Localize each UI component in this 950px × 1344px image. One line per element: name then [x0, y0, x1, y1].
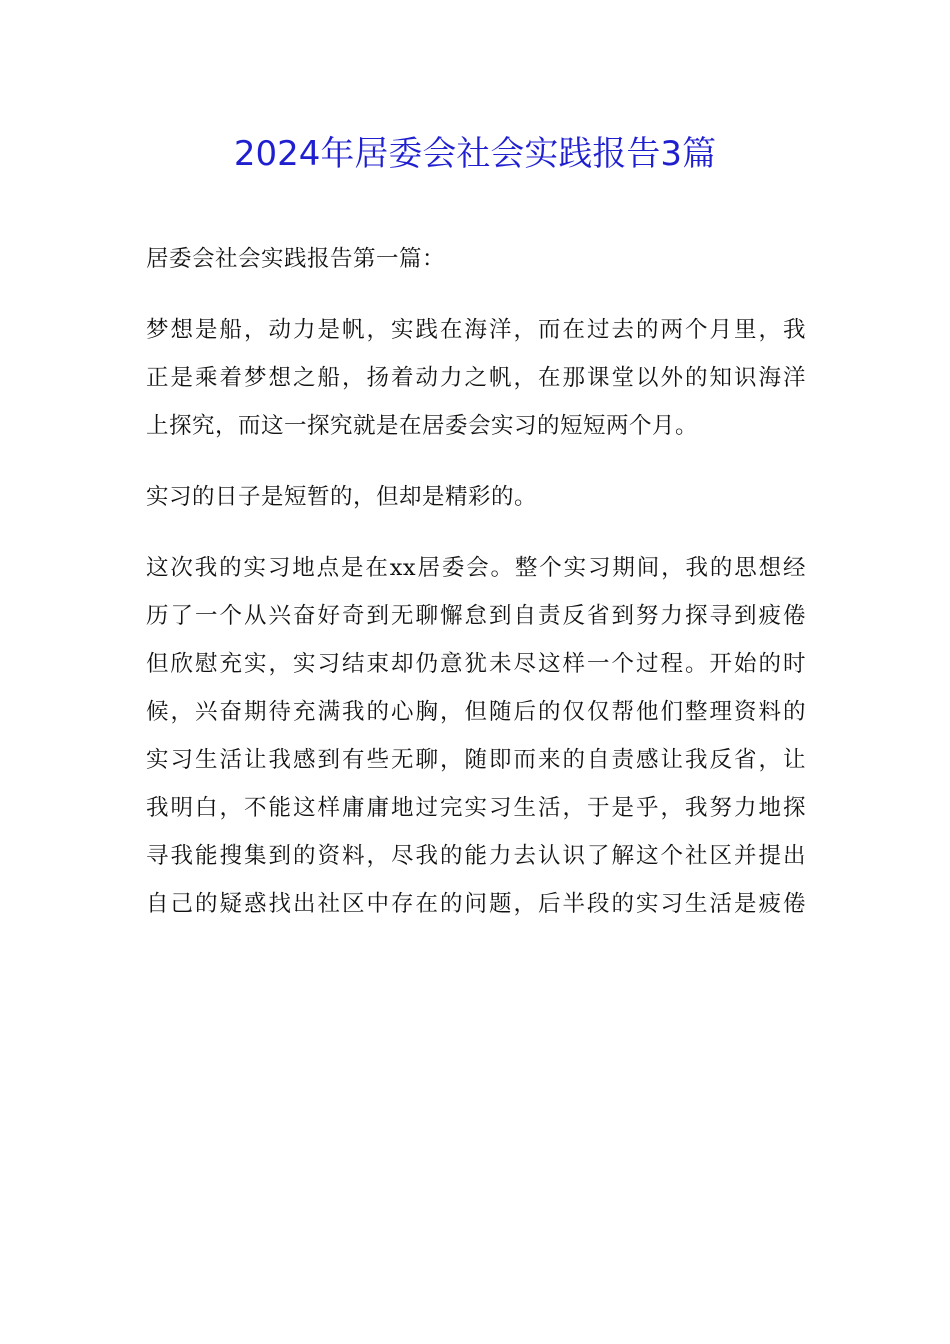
paragraph-1-line-2: 正是乘着梦想之船，扬着动力之帆，在那课堂以外的知识海洋 — [146, 365, 806, 391]
paragraph-3-line-3: 但欣慰充实，实习结束却仍意犹未尽这样一个过程。开始的时 — [146, 651, 806, 677]
paragraph-1-line-1: 梦想是船，动力是帆，实践在海洋，而在过去的两个月里，我 — [146, 317, 806, 343]
paragraph-3-line-5: 实习生活让我感到有些无聊，随即而来的自责感让我反省，让 — [146, 747, 806, 773]
paragraph-3-line-6: 我明白，不能这样庸庸地过完实习生活，于是乎，我努力地探 — [146, 795, 806, 821]
paragraph-3-line-1: 这次我的实习地点是在xx居委会。整个实习期间，我的思想经 — [146, 555, 806, 581]
paragraph-1-line-3: 上探究，而这一探究就是在居委会实习的短短两个月。 — [146, 413, 699, 439]
document-title: 2024年居委会社会实践报告3篇 — [233, 134, 717, 174]
paragraph-3-line-8: 自己的疑惑找出社区中存在的问题，后半段的实习生活是疲倦 — [146, 891, 806, 917]
document-body — [146, 235, 806, 928]
paragraph-3-line-7: 寻我能搜集到的资料，尽我的能力去认识了解这个社区并提出 — [146, 843, 806, 869]
paragraph-3-line-2: 历了一个从兴奋好奇到无聊懈怠到自责反省到努力探寻到疲倦 — [146, 603, 806, 629]
paragraph-2: 实习的日子是短暂的，但却是精彩的。 — [146, 484, 538, 510]
paragraph-3-line-4: 候，兴奋期待充满我的心胸，但随后的仅仅帮他们整理资料的 — [146, 699, 806, 725]
section-heading: 居委会社会实践报告第一篇： — [146, 246, 446, 272]
